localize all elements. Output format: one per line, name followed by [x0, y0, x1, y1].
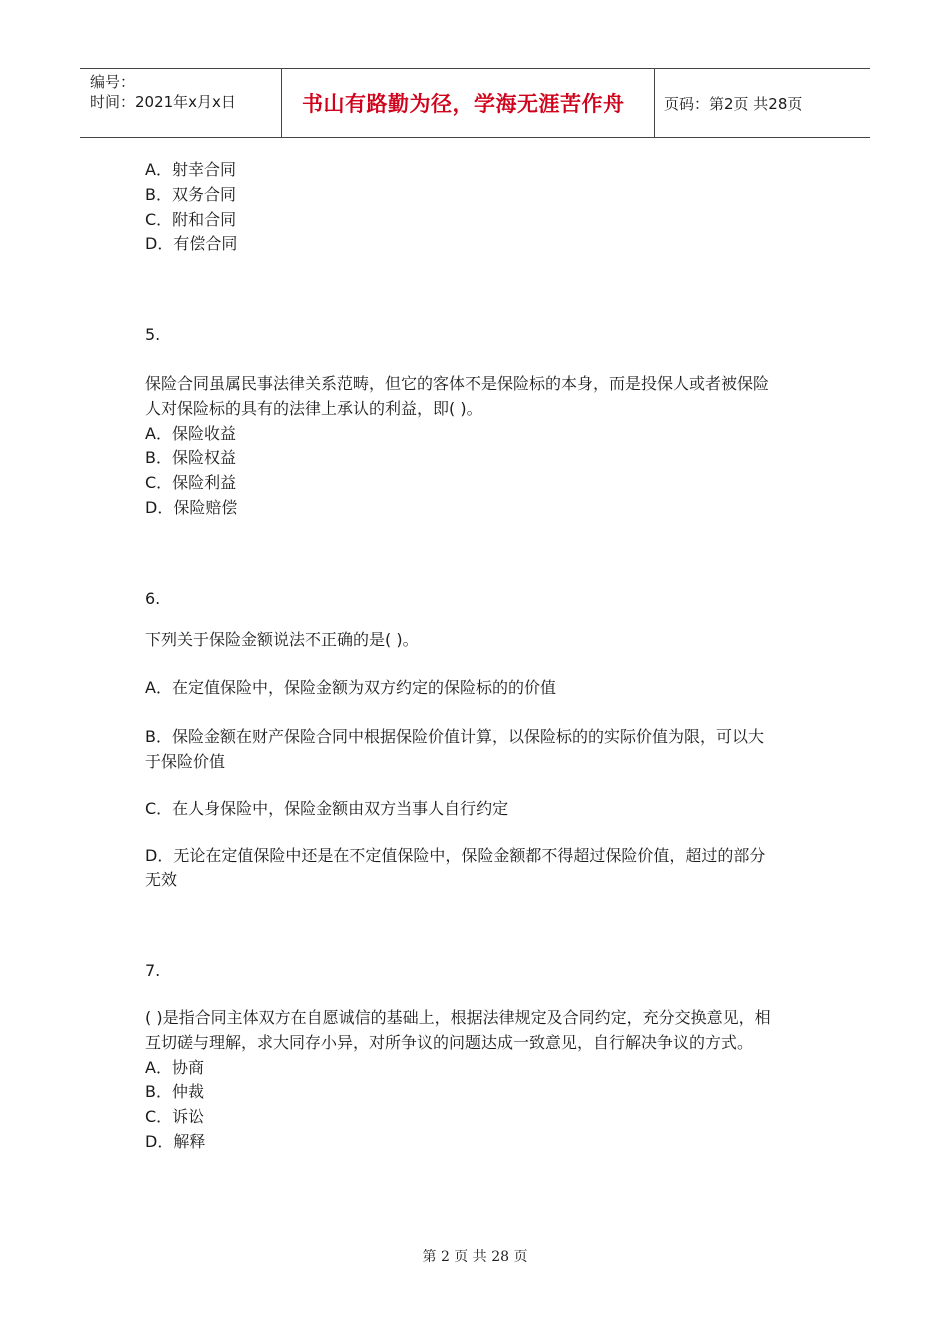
number-label: 编号： — [90, 73, 136, 91]
option-d — [145, 844, 805, 894]
option-d: D．保险赔偿 — [145, 497, 238, 517]
option-a: A．协商 — [145, 1057, 204, 1077]
stem-line-2: 人对保险标的具有的法律上承认的利益，即( )。 — [145, 398, 483, 418]
option-b: B．保险权益 — [145, 448, 236, 468]
option-b-line-1: B．保险金额在财产保险合同中根据保险价值计算，以保险标的的实际价值为限，可以大 — [145, 727, 764, 747]
header-right-cell — [655, 69, 870, 137]
option-b: B．仲裁 — [145, 1082, 204, 1102]
question-4-options — [145, 158, 805, 257]
question-7 — [145, 959, 805, 1155]
question-number: 5. — [145, 325, 161, 345]
option-d-line-2: 无效 — [145, 870, 178, 890]
motto: 书山有路勤为径，学海无涯苦作舟 — [302, 91, 625, 116]
page-header — [80, 68, 870, 138]
header-left-cell — [80, 69, 281, 137]
page-footer — [0, 1246, 950, 1266]
stem-line-1: 保险合同虽属民事法律关系范畴，但它的客体不是保险标的本身，而是投保人或者被保险 — [145, 373, 770, 393]
stem-line-1: ( )是指合同主体双方在自愿诚信的基础上，根据法律规定及合同约定，充分交换意见，相 — [145, 1007, 771, 1027]
option-d: D．有偿合同 — [145, 234, 238, 254]
option-b: B．双务合同 — [145, 184, 236, 204]
option-a: A．射幸合同 — [145, 160, 236, 179]
question-stem — [145, 372, 805, 422]
question-6 — [145, 587, 805, 893]
question-5 — [145, 323, 805, 521]
option-c: C．保险利益 — [145, 473, 237, 493]
option-a: A．在定值保险中，保险金额为双方约定的保险标的的价值 — [145, 678, 556, 698]
question-number: 7. — [145, 961, 161, 981]
option-b — [145, 725, 805, 775]
option-c: C．在人身保险中，保险金额由双方当事人自行约定 — [145, 798, 509, 818]
page-info: 页码：第2页 共28页 — [664, 94, 803, 113]
question-stem — [145, 1006, 805, 1056]
time-label: 时间：2021年x月x日 — [90, 93, 236, 111]
option-c: C．诉讼 — [145, 1107, 205, 1127]
question-number: 6. — [145, 588, 161, 608]
option-c: C．附和合同 — [145, 209, 237, 229]
document-body — [145, 158, 805, 1155]
footer-page-number: 第 2 页 共 28 页 — [422, 1249, 528, 1265]
question-stem: 下列关于保险金额说法不正确的是( )。 — [145, 629, 419, 649]
option-a: A．保险收益 — [145, 423, 236, 443]
option-d: D．解释 — [145, 1131, 206, 1151]
option-d-line-1: D．无论在定值保险中还是在不定值保险中，保险金额都不得超过保险价值，超过的部分 — [145, 845, 766, 865]
option-b-line-2: 于保险价值 — [145, 751, 226, 771]
stem-line-2: 互切磋与理解，求大同存小异，对所争议的问题达成一致意见，自行解决争议的方式。 — [145, 1032, 754, 1052]
header-motto-cell — [281, 69, 655, 137]
